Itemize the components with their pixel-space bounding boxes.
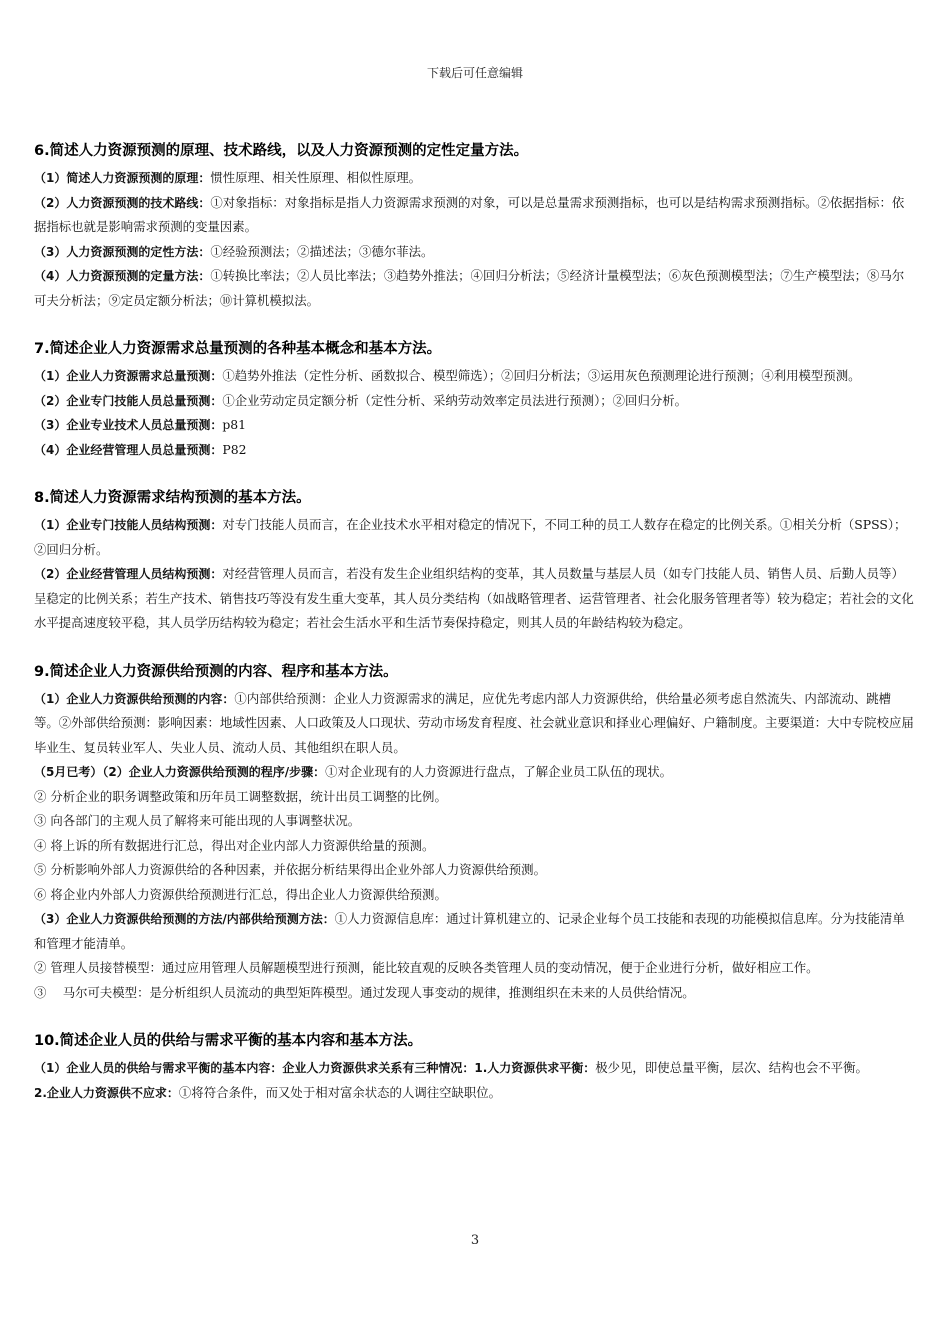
section-title: 7.简述企业人力资源需求总量预测的各种基本概念和基本方法。 [34,341,442,357]
paragraph: ③ 向各部门的主观人员了解将来可能出现的人事调整状况。 [34,813,361,828]
paragraph: （1）企业人力资源需求总量预测：①趋势外推法（定性分析、函数拟合、模型筛选）；②回归分析法；③运用灰色预测理论进行预测；④利用模型预测。 [34,368,861,383]
bold-label: （5月已考）（2）企业人力资源供给预测的程序/步骤： [34,765,326,779]
section-title: 6.简述人力资源预测的原理、技术路线，以及人力资源预测的定性定量方法。 [34,143,529,159]
page-number: 3 [470,1233,480,1248]
bold-label: （2）企业专门技能人员总量预测： [34,393,223,408]
paragraph: ② 分析企业的职务调整政策和历年员工调整数据，统计出员工调整的比例。 [34,788,447,804]
section-8 [34,487,914,636]
bold-label: 2.企业人力资源供不应求： [34,1085,179,1100]
paragraph: （5月已考）（2）企业人力资源供给预测的程序/步骤：①对企业现有的人力资源进行盘点，了解企业员工队伍的现状。 [34,764,673,779]
bold-label: （4）人力资源预测的定量方法： [34,269,211,283]
bold-label: （1）企业专门技能人员结构预测： [34,518,223,532]
section-title: 9.简述企业人力资源供给预测的内容、程序和基本方法。 [34,663,398,680]
paragraph: 2.企业人力资源供不应求：①将符合条件，而又处于相对富余状态的人调往空缺职位。 [34,1084,502,1100]
paragraph: （2）企业经营管理人员结构预测：对经营管理人员而言，若没有发生企业组织结构的变革，其人员数量与基层人员（如专门技能人员、销售人员、后勤人员等）呈稳定的比例关系；若生产技术、销售技巧等没有发生重大变革，其人员分类结构（如战略管理者、运营管理者、社会化服务管理者等）较为稳定；若社会的文化水平提高速度较平稳，其人员学历结构较为稳定；若社会生活水平和生活节奏保持稳定，则其人员的年龄结构较为稳定。 [34,566,914,630]
bold-label: （3）人力资源预测的定性方法： [34,244,211,259]
section-9 [34,661,914,1006]
paragraph: （3）企业专业技术人员总量预测：p81 [34,417,247,432]
paragraph: ③ 马尔可夫模型：是分析组织人员流动的典型矩阵模型。通过发现人事变动的规律，推测组织在未来的人员供给情况。 [34,984,695,1000]
bold-label: （1）企业人力资源需求总量预测： [34,369,223,383]
bold-label: （1）企业人力资源供给预测的内容： [34,691,235,706]
paragraph: （2）企业专门技能人员总量预测：①企业劳动定员定额分析（定性分析、采纳劳动效率定员法进行预测）；②回归分析。 [34,392,688,408]
paragraph: ② 管理人员接替模型：通过应用管理人员解题模型进行预测，能比较直观的反映各类管理人员的变动情况，便于企业进行分析，做好相应工作。 [34,960,819,975]
bold-label: （1）企业人员的供给与需求平衡的基本内容：企业人力资源供求关系有三种情况：1.人力资源供求平衡： [34,1061,596,1075]
paragraph: ④ 将上诉的所有数据进行汇总，得出对企业内部人力资源供给量的预测。 [34,837,435,853]
bold-label: （1）简述人力资源预测的原理： [34,171,211,185]
page-content [34,140,914,1130]
paragraph: （1）企业专门技能人员结构预测：对专门技能人员而言，在企业技术水平相对稳定的情况下，不同工种的员工人数存在稳定的比例关系。①相关分析（SPSS）；②回归分析。 [34,517,907,557]
section-title: 10.简述企业人员的供给与需求平衡的基本内容和基本方法。 [34,1033,423,1049]
bold-label: （3）企业人力资源供给预测的方法/内部供给预测方法： [34,912,335,926]
paragraph: （4）企业经营管理人员总量预测：P82 [34,441,247,457]
bold-label: （3）企业专业技术人员总量预测： [34,418,223,432]
bold-label: （2）人力资源预测的技术路线： [34,195,211,210]
paragraph: ⑥ 将企业内外部人力资源供给预测进行汇总，得出企业人力资源供给预测。 [34,886,447,902]
section-title: 8.简述人力资源需求结构预测的基本方法。 [34,490,311,506]
bold-label: （2）企业经营管理人员结构预测： [34,567,223,581]
section-10 [34,1030,914,1105]
paragraph: ⑤ 分析影响外部人力资源供给的各种因素，并依据分析结果得出企业外部人力资源供给预测。 [34,862,546,877]
page-header: 下载后可任意编辑 [426,66,523,80]
paragraph: （1）简述人力资源预测的原理：惯性原理、相关性原理、相似性原理。 [34,170,421,185]
paragraph: （2）人力资源预测的技术路线：①对象指标：对象指标是指人力资源需求预测的对象，可以是总量需求预测指标，也可以是结构需求预测指标。②依据指标：依据指标也就是影响需求预测的变量因素。 [34,194,905,234]
bold-label: （4）企业经营管理人员总量预测： [34,442,223,457]
section-7 [34,338,914,462]
paragraph: （3）企业人力资源供给预测的方法/内部供给预测方法：①人力资源信息库：通过计算机建立的、记录企业每个员工技能和表现的功能模拟信息库。分为技能清单和管理才能清单。 [34,911,905,951]
paragraph: （3）人力资源预测的定性方法：①经验预测法；②描述法；③德尔菲法。 [34,243,434,259]
section-6 [34,140,914,313]
paragraph: （4）人力资源预测的定量方法：①转换比率法；②人员比率法；③趋势外推法；④回归分析法；⑤经济计量模型法；⑥灰色预测模型法；⑦生产模型法；⑧马尔可夫分析法；⑨定员定额分析法；⑩计算机模拟法。 [34,268,905,308]
paragraph: （1）企业人力资源供给预测的内容：①内部供给预测：企业人力资源需求的满足，应优先考虑内部人力资源供给，供给量必须考虑自然流失、内部流动、跳槽等。②外部供给预测：影响因素：地域性因素、人口政策及人口现状、劳动市场发育程度、社会就业意识和择业心理偏好、户籍制度。主要渠道：大中专院校应届毕业生、复员转业军人、失业人员、流动人员、其他组织在职人员。 [34,690,914,755]
paragraph: （1）企业人员的供给与需求平衡的基本内容：企业人力资源供求关系有三种情况：1.人力资源供求平衡：极少见，即使总量平衡，层次、结构也会不平衡。 [34,1060,868,1075]
